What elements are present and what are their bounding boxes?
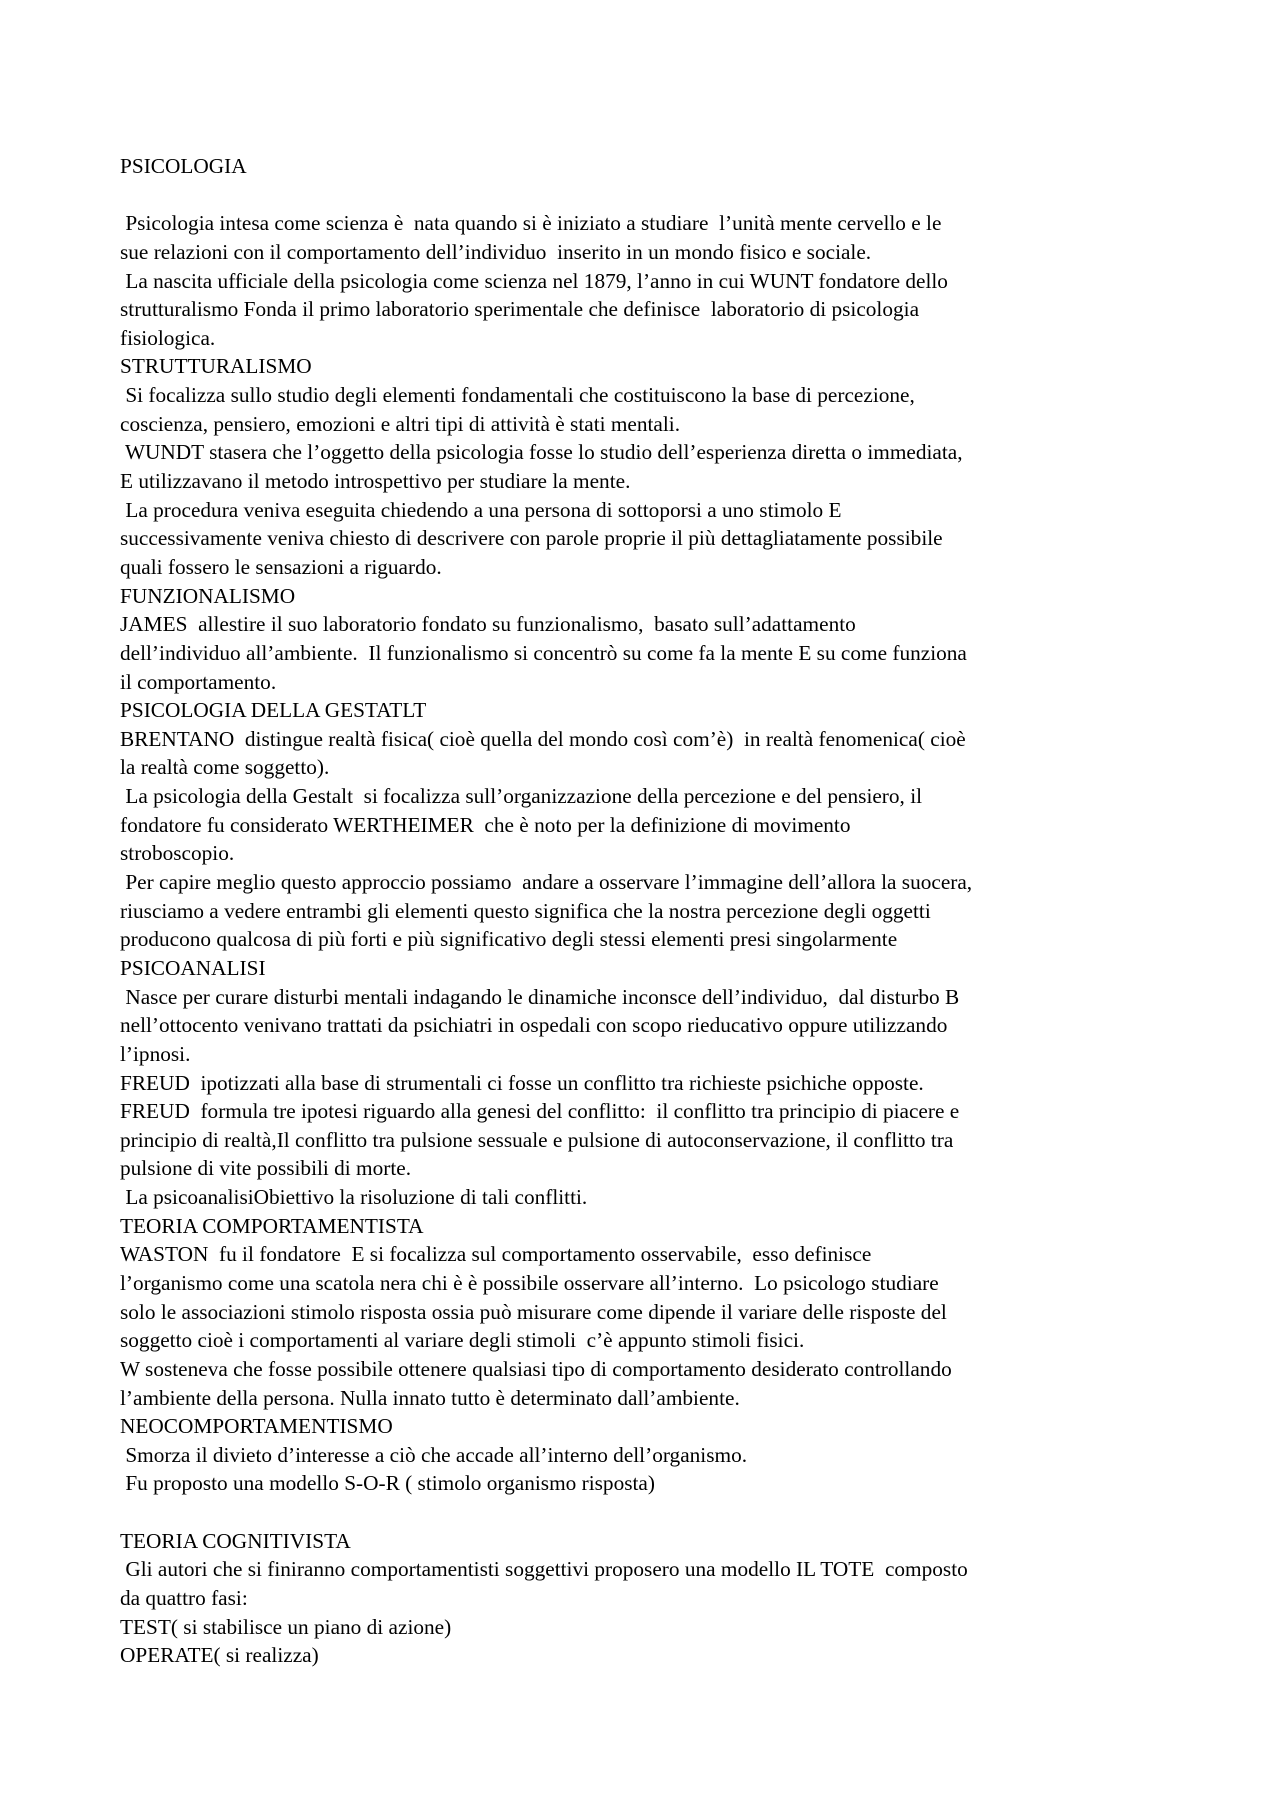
text-line: strutturalismo Fonda il primo laboratorio sperimentale che definisce laboratorio di psicologia [120,297,920,322]
text-line: fondatore fu considerato WERTHEIMER che è noto per la definizione di movimento [120,812,851,837]
text-line: quali fossero le sensazioni a riguardo. [120,554,442,579]
text-line: Fu proposto una modello S-O-R ( stimolo organismo risposta) [120,1471,655,1496]
text-line: successivamente veniva chiesto di descrivere con parole proprie il più dettagliatamente possibile [120,526,943,551]
section-heading: STRUTTURALISMO [120,354,312,379]
text-line: solo le associazioni stimolo risposta ossia può misurare come dipende il variare delle risposte del [120,1299,947,1324]
text-line: Nasce per curare disturbi mentali indagando le dinamiche inconsce dell’individuo, dal disturbo B [120,984,960,1009]
text-line: FREUD formula tre ipotesi riguardo alla genesi del conflitto: il conflitto tra principio di piacere e [120,1099,960,1124]
text-line: La psicologia della Gestalt si focalizza sull’organizzazione della percezione e del pensiero, il [120,784,923,809]
text-line: W sosteneva che fosse possibile ottenere qualsiasi tipo di comportamento desiderato controllando [120,1356,952,1381]
text-line: principio di realtà,Il conflitto tra pulsione sessuale e pulsione di autoconservazione, il conflitto tra [120,1127,954,1152]
text-line: BRENTANO distingue realtà fisica( cioè quella del mondo così com’è) in realtà fenomenica( cioè [120,726,966,751]
text-line: sue relazioni con il comportamento dell’individuo inserito in un mondo fisico e sociale. [120,239,872,264]
text-line: La procedura veniva eseguita chiedendo a una persona di sottoporsi a uno stimolo E [120,497,842,522]
section-heading: NEOCOMPORTAMENTISMO [120,1414,393,1439]
text-line: fisiologica. [120,325,216,350]
text-line: Per capire meglio questo approccio possiamo andare a osservare l’immagine dell’allora la suocera, [120,870,973,895]
text-line: l’ambiente della persona. Nulla innato tutto è determinato dall’ambiente. [120,1385,740,1410]
text-line: il comportamento. [120,669,277,694]
section-heading: TEORIA COGNITIVISTA [120,1528,351,1553]
text-line: E utilizzavano il metodo introspettivo per studiare la mente. [120,469,631,494]
text-line: Smorza il divieto d’interesse a ciò che accade all’interno dell’organismo. [120,1442,748,1467]
blank-line [120,1498,1180,1527]
text-line: nell’ottocento venivano trattati da psichiatri in ospedali con scopo rieducativo oppure utilizzando [120,1013,948,1038]
text-line: Psicologia intesa come scienza è nata quando si è iniziato a studiare l’unità mente cervello e le [120,211,942,236]
document-title: PSICOLOGIA [120,154,247,178]
text-line: producono qualcosa di più forti e più significativo degli stessi elementi presi singolarmente [120,927,898,952]
text-line: coscienza, pensiero, emozioni e altri tipi di attività è stati mentali. [120,411,681,436]
text-line: stroboscopio. [120,841,235,866]
text-line: La psicoanalisiObiettivo la risoluzione di tali conflitti. [120,1185,588,1210]
text-line: WASTON fu il fondatore E si focalizza sul comportamento osservabile, esso definisce [120,1242,872,1267]
text-line: l’ipnosi. [120,1041,191,1066]
section-heading: FUNZIONALISMO [120,583,296,608]
section-heading: PSICOANALISI [120,955,266,980]
text-line: da quattro fasi: [120,1586,248,1611]
text-line: JAMES allestire il suo laboratorio fondato su funzionalismo, basato sull’adattamento [120,612,856,637]
text-line: Si focalizza sullo studio degli elementi fondamentali che costituiscono la base di percezione, [120,383,915,408]
text-line: la realtà come soggetto). [120,755,330,780]
blank-line [120,181,1180,210]
text-line: soggetto cioè i comportamenti al variare degli stimoli c’è appunto stimoli fisici. [120,1328,805,1353]
text-line: dell’individuo all’ambiente. Il funzionalismo si concentrò su come fa la mente E su come funziona [120,640,967,665]
text-line: riusciamo a vedere entrambi gli elementi questo significa che la nostra percezione degli oggetti [120,898,931,923]
text-line: TEST( si stabilisce un piano di azione) [120,1614,452,1639]
document-body [120,152,1180,1670]
section-heading: PSICOLOGIA DELLA GESTATLT [120,698,427,723]
section-heading: TEORIA COMPORTAMENTISTA [120,1213,424,1238]
text-line: La nascita ufficiale della psicologia come scienza nel 1879, l’anno in cui WUNT fondatore dello [120,268,948,293]
text-line: FREUD ipotizzati alla base di strumentali ci fosse un conflitto tra richieste psichiche opposte. [120,1070,924,1095]
text-line: OPERATE( si realizza) [120,1643,319,1668]
text-line: WUNDT stasera che l’oggetto della psicologia fosse lo studio dell’esperienza diretta o immediata, [120,440,963,465]
text-line: l’organismo come una scatola nera chi è è possibile osservare all’interno. Lo psicologo studiare [120,1270,939,1295]
text-line: pulsione di vite possibili di morte. [120,1156,412,1181]
text-line: Gli autori che si finiranno comportamentisti soggettivi proposero una modello IL TOTE composto [120,1557,968,1582]
